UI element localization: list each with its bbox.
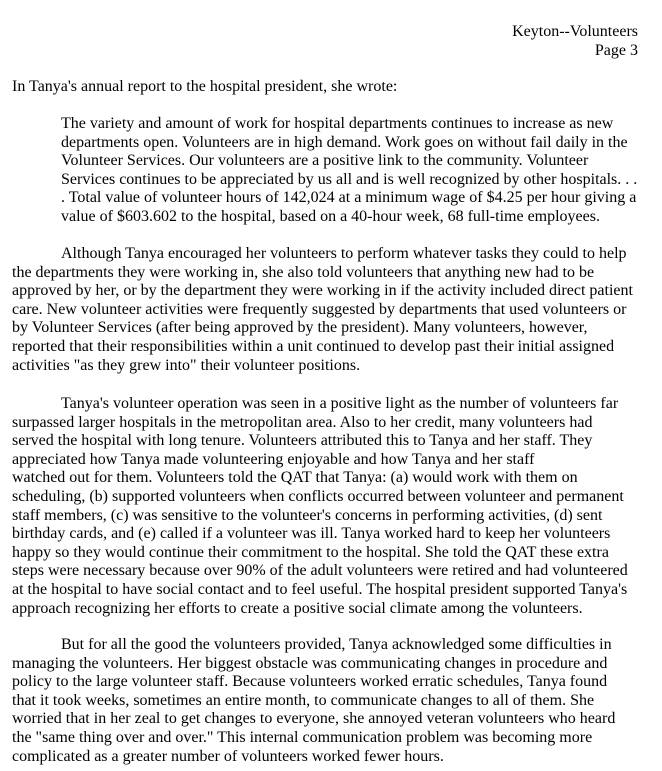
paragraph-line: Although Tanya encouraged her volunteers to perform whatever tasks they could to help	[61, 245, 627, 262]
quote-line: value of $603.602 to the hospital, based on a 40-hour week, 68 full-time employees.	[61, 207, 600, 225]
paragraph-line: approved by her, or by the department they were working in if the activity included direct patient	[12, 282, 633, 300]
paragraph-line: happy so they would continue their commitment to the hospital. She told the QAT these extra	[12, 543, 609, 561]
paragraph-line: the "same thing over and over." This internal communication problem was becoming more	[12, 728, 593, 746]
paragraph-line: activities "as they grew into" their volunteer positions.	[12, 356, 361, 374]
header-title: Keyton--Volunteers	[512, 23, 638, 40]
page-header	[512, 22, 638, 60]
paragraph-line: birthday cards, and (e) called if a volunteer was ill. Tanya worked hard to keep her volunteers	[12, 525, 611, 543]
paragraph-line: appreciated how Tanya made volunteering enjoyable and how Tanya and her staff	[12, 450, 535, 468]
paragraph-operation	[12, 395, 642, 618]
block-quote	[61, 115, 641, 227]
quote-line: Volunteer Services. Our volunteers are a positive link to the community. Volunteer	[61, 152, 589, 170]
paragraph-difficulties	[12, 636, 642, 766]
page-number: Page 3	[594, 42, 638, 59]
paragraph-line: managing the volunteers. Her biggest obstacle was communicating changes in procedure and	[12, 654, 608, 672]
paragraph-line: staff members, (c) was sensitive to the volunteer's concerns in performing activities, (d) sent	[12, 506, 603, 524]
paragraph-line: that it took weeks, sometimes an entire month, to communicate changes to all of them. She	[12, 691, 595, 709]
paragraph-line: at the hospital to have social contact and to feel useful. The hospital president supported Tanya's	[12, 580, 628, 598]
paragraph-line: worried that in her zeal to get changes to everyone, she annoyed veteran volunteers who heard	[12, 710, 616, 728]
quote-line: . Total value of volunteer hours of 142,024 at a minimum wage of $4.25 per hour giving a	[61, 189, 637, 207]
paragraph-line: by Volunteer Services (after being approved by the president). Many volunteers, however,	[12, 319, 588, 337]
paragraph-line: served the hospital with long tenure. Volunteers attributed this to Tanya and her staff. They	[12, 432, 593, 450]
paragraph-line: policy to the large volunteer staff. Because volunteers worked erratic schedules, Tanya found	[12, 673, 608, 691]
paragraph-line: reported that their responsibilities within a unit continued to develop past their initial assigned	[12, 337, 615, 355]
paragraph-line: watched out for them. Volunteers told the QAT that Tanya: (a) would work with them on	[12, 469, 578, 487]
paragraph-line: scheduling, (b) supported volunteers when conflicts occurred between volunteer and permanent	[12, 487, 624, 505]
quote-line: Services continues to be appreciated by us all and is well recognized by other hospitals. . .	[61, 170, 638, 188]
paragraph-approval	[12, 245, 642, 375]
quote-line: departments open. Volunteers are in high demand. Work goes on without fail daily in the	[61, 133, 628, 151]
paragraph-line: care. New volunteer activities were frequently suggested by departments that used volunteers or	[12, 300, 627, 318]
paragraph-line: complicated as a greater number of volunteers worked fewer hours.	[12, 747, 444, 765]
paragraph-line: Tanya's volunteer operation was seen in a positive light as the number of volunteers far	[61, 395, 619, 412]
paragraph-line: approach recognizing her efforts to create a positive social climate among the volunteers.	[12, 599, 583, 617]
paragraph-line: the departments they were working in, she also told volunteers that anything new had to be	[12, 263, 595, 281]
quote-line: The variety and amount of work for hospital departments continues to increase as new	[61, 115, 614, 132]
paragraph-line: steps were necessary because over 90% of the adult volunteers were retired and had volunteered	[12, 562, 628, 580]
paragraph-line: But for all the good the volunteers provided, Tanya acknowledged some difficulties in	[61, 636, 612, 653]
paragraph-line: surpassed larger hospitals in the metropolitan area. Also to her credit, many volunteers had	[12, 413, 593, 431]
intro-sentence: In Tanya's annual report to the hospital president, she wrote:	[12, 78, 398, 95]
